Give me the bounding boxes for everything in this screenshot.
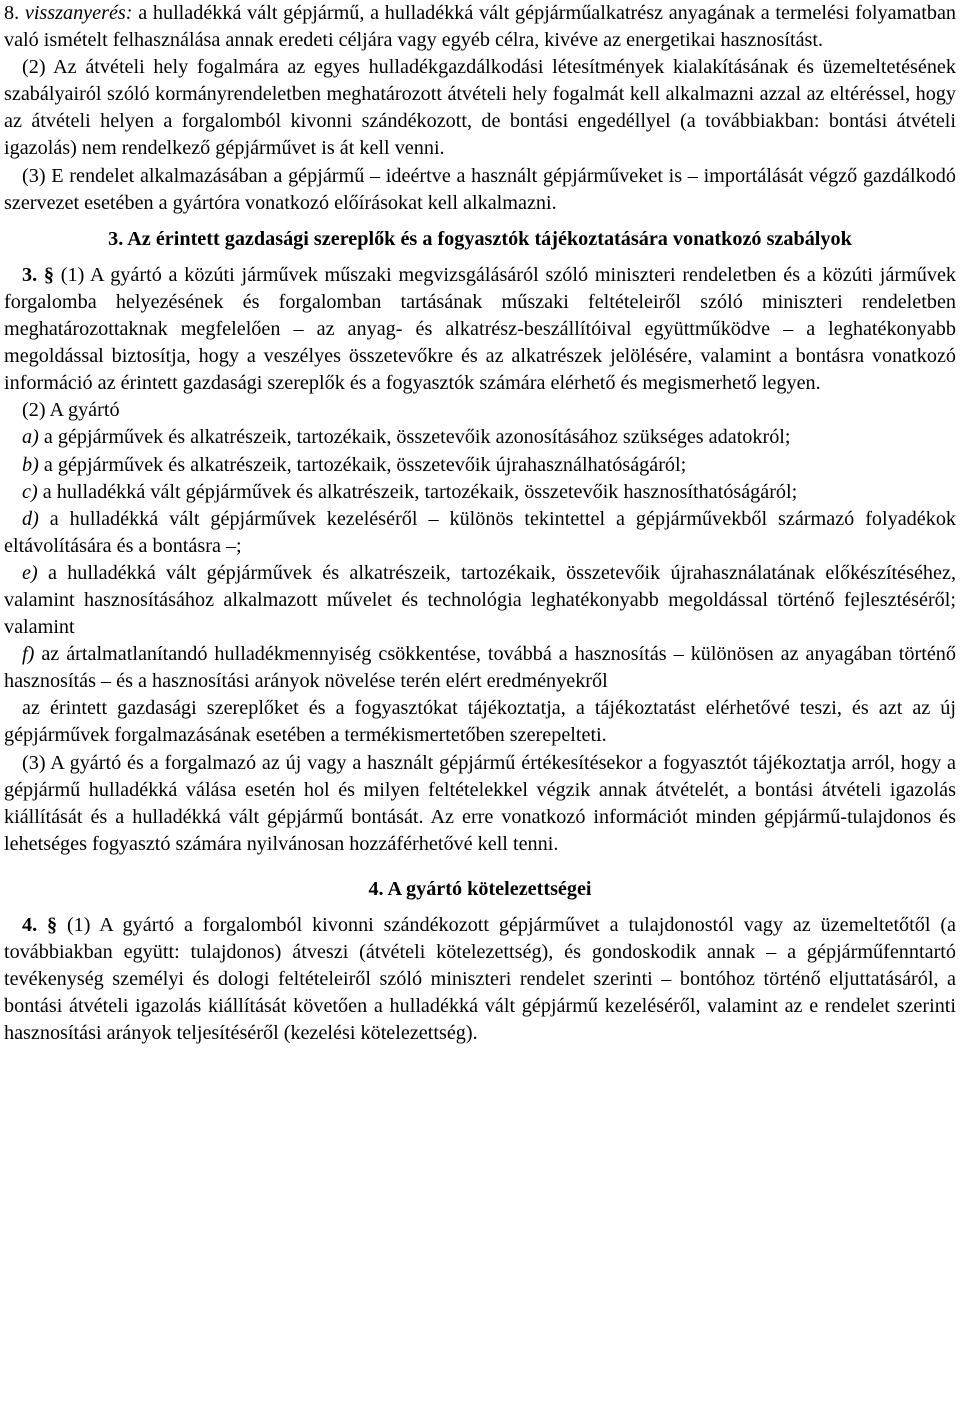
section-3-paragraph-1 (4, 262, 956, 397)
section-3-heading: 3. Az érintett gazdasági szereplők és a fogyasztók tájékoztatására vonatkozó szabályok (108, 227, 852, 250)
list-item (4, 641, 956, 695)
list-item-label: e) (22, 561, 38, 584)
list-item-label: f) (22, 643, 35, 666)
list-item (4, 452, 956, 479)
section-3-paragraph-3: (3) A gyártó és a forgalmazó az új vagy a használt gépjármű értékesítésekor a fogyasztót tájékoztatja arról, hogy a gépjármű hulladékká válása esetén hol és milyen feltételekkel végzik annak átvételét, a bontási átvételi igazolás kiállítását és a hulladékká vált gépjármű bontását. Az erre vonatkozó információt minden gépjármű-tulajdonos és lehetséges fogyasztó számára nyilvánosan hozzáférhetővé kell tenni. (4, 751, 956, 855)
section-3-paragraph-2-closing: az érintett gazdasági szereplőket és a fogyasztókat tájékoztatja, a tájékoztatást elérhetővé teszi, és azt az új gépjárművek forgalmazásának esetében a termékismertetőben szerepelteti. (4, 697, 956, 747)
document-page (4, 0, 956, 1047)
list-item-text: a hulladékká vált gépjárművek és alkatrészeik, tartozékaik, összetevőik újrahasználatának előkészítéséhez, valamint hasznosításához alkalmazott művelet és technológia leghatékonyabb megoldással történő fejlesztéséről; valamint (4, 561, 956, 639)
list-item-text: a gépjárművek és alkatrészeik, tartozékaik, összetevőik újrahasználhatóságáról; (43, 453, 687, 476)
item-number: 8. (4, 2, 20, 24)
list-item-label: a) (22, 426, 39, 449)
list-item-text: a hulladékká vált gépjárművek és alkatrészeik, tartozékaik, összetevőik hasznosíthatóságáról; (42, 480, 798, 503)
paragraph-2-3: (3) E rendelet alkalmazásában a gépjármű – ideértve a használt gépjárműveket is – importálását végző gazdálkodó szervezet esetében a gyártóra vonatkozó előírásokat kell alkalmazni. (4, 164, 956, 214)
definition-text: a hulladékká vált gépjármű, a hulladékká vált gépjárműalkatrész anyagának a termelési folyamatban való ismételt felhasználása annak eredeti céljára vagy egyéb célra, kivéve az energetikai hasznosítást. (4, 2, 957, 52)
list-item (4, 560, 956, 641)
paragraph-2-2: (2) Az átvételi hely fogalmára az egyes hulladékgazdálkodási létesítmények kialakításának és üzemeltetésének szabályairól szóló kormányrendeletben meghatározott átvételi hely fogalmát kell alkalmazni azzal az eltéréssel, hogy az átvételi helyen a forgalomból kivonni szándékozott, de bontási engedéllyel (a továbbiakban: bontási átvételi igazolás) nem rendelkező gépjárművet is át kell venni. (4, 56, 956, 160)
list-item-label: b) (22, 453, 39, 476)
list-item-text: a hulladékká vált gépjárművek kezeléséről – különös tekintettel a gépjárművekből származó folyadékok eltávolítására és a bontásra –; (4, 507, 957, 557)
definition-item-8 (4, 0, 956, 54)
section-3-paragraph-2-intro: (2) A gyártó (22, 399, 120, 422)
section-number: 3. § (22, 263, 55, 286)
section-4-paragraph-1 (4, 912, 956, 1047)
list-item (4, 424, 956, 451)
paragraph-text: (1) A gyártó a közúti járművek műszaki megvizsgálásáról szóló miniszteri rendeletben és a közúti járművek forgalomba helyezésének és forgalomban tartásának műszaki feltételeiről szóló miniszteri rendeletben meghatározottaknak megfelelően – az anyag- és alkatrész-beszállítóival együttműködve – a leghatékonyabb megoldással biztosítja, hogy a veszélyes összetevőkre és az alkatrészek jelölésére, valamint a bontásra vonatkozó információ az érintett gazdasági szereplők és a fogyasztók számára elérhető és megismerhető legyen. (4, 263, 957, 395)
list-item-text: a gépjárművek és alkatrészeik, tartozékaik, összetevőik azonosításához szükséges adatokról; (43, 426, 791, 449)
section-number: 4. § (22, 914, 58, 936)
defined-term: visszanyerés: (24, 2, 133, 24)
paragraph-text: (1) A gyártó a forgalomból kivonni szándékozott gépjárművet a tulajdonostól vagy az üzemeltetőtől (a továbbiakban együtt: tulajdonos) átveszi (átvételi kötelezettség), és gondoskodik annak – a gépjárműfenntartó tevékenység személyi és dologi feltételeiről szóló miniszteri rendelet szerinti – bontóhoz történő eljuttatásáról, a bontási átvételi igazolás kiállítását követően a hulladékká vált gépjármű kezeléséről, valamint az e rendelet szerinti hasznosítási arányok teljesítéséről (kezelési kötelezettség). (4, 914, 956, 1045)
list-item-label: c) (22, 480, 38, 503)
list-item-text: az ártalmatlanítandó hulladékmennyiség csökkentése, továbbá a hasznosítás – különösen az anyagában történő hasznosítás – és a hasznosítási arányok növelése terén elért eredményekről (4, 643, 956, 693)
section-4-heading: 4. A gyártó kötelezettségei (368, 877, 592, 900)
enumerated-list (4, 424, 956, 695)
list-item (4, 506, 956, 560)
list-item (4, 479, 956, 506)
list-item-label: d) (22, 507, 39, 530)
